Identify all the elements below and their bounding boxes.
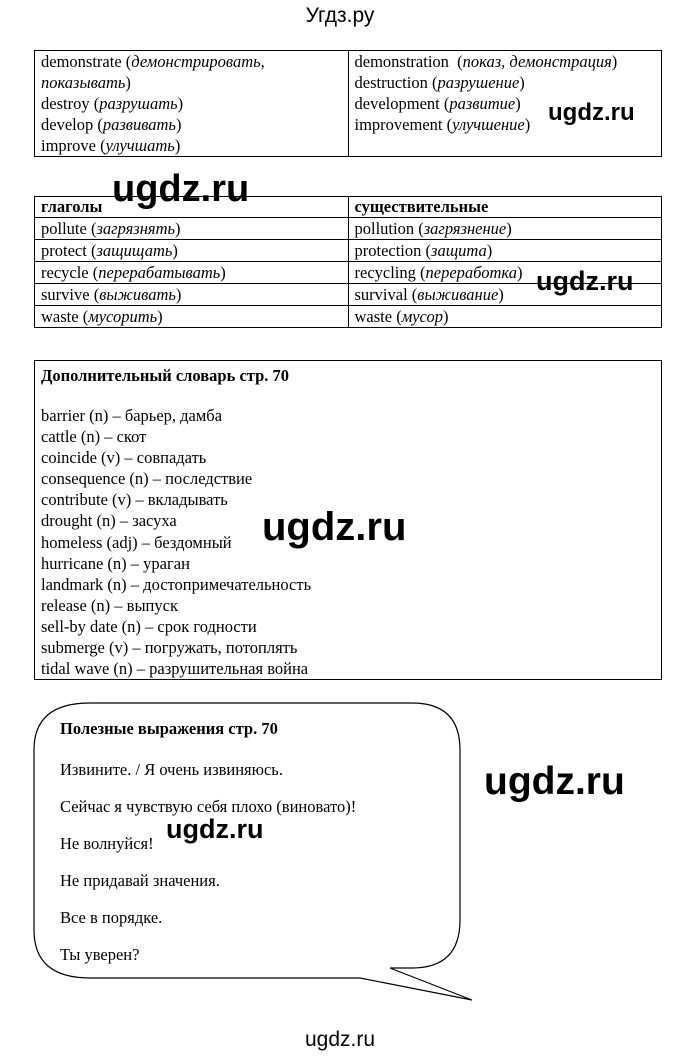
watermark: ugdz.ru (262, 505, 407, 549)
table-header-verbs: глаголы (35, 197, 349, 218)
verb-cell: protect (защищать) (35, 240, 349, 262)
noun-cell: pollution (загрязнение) (348, 218, 662, 240)
noun-cell: survival (выживание) (348, 284, 662, 306)
dictionary-entry: tidal wave (n) – разрушительная война (41, 659, 309, 679)
site-title: Угдз.ру (305, 4, 375, 27)
vocab-entry: demonstrate (демонстрировать, (41, 52, 265, 71)
speech-bubble (0, 700, 680, 1030)
phrase-item: Не волнуйся! (60, 834, 154, 853)
dictionary-entry: cattle (n) – скот (41, 427, 147, 447)
phrase-item: Извините. / Я очень извиняюсь. (60, 760, 283, 779)
phrases-title: Полезные выражения стр. 70 (60, 719, 278, 738)
footer-watermark: ugdz.ru (304, 1028, 376, 1051)
dictionary-entry: landmark (n) – достопримечательность (41, 574, 312, 594)
vocab-entry: destruction (разрушение) (354, 73, 525, 92)
verb-cell: survive (выживать) (35, 284, 349, 306)
vocab-entry: demonstration (показ, демонстрация) (354, 52, 618, 71)
dictionary-entry: drought (n) – засуха (41, 511, 177, 531)
watermark: ugdz.ru (536, 266, 634, 296)
dictionary-entry: barrier (n) – барьер, дамба (41, 406, 223, 425)
vocab-entry: development (развитие) (354, 94, 521, 113)
watermark: ugdz.ru (484, 760, 625, 803)
dictionary-title: Дополнительный словарь стр. 70 (41, 366, 290, 385)
phrase-item: Не придавай значения. (60, 871, 220, 890)
phrase-item: Все в порядке. (60, 908, 163, 927)
noun-cell: protection (защита) (348, 240, 662, 262)
dictionary-entry: consequence (n) – последствие (41, 469, 253, 489)
vocab-entry: показывать) (41, 73, 131, 92)
noun-cell: waste (мусор) (348, 306, 662, 328)
phrase-item: Сейчас я чувствую себя плохо (виновато)! (60, 797, 357, 816)
watermark: ugdz.ru (166, 814, 264, 844)
table-row (35, 240, 662, 262)
table-header-nouns: существительные (348, 197, 662, 218)
dictionary-entry: homeless (adj) – бездомный (41, 532, 232, 552)
dictionary-entry: coincide (v) – совпадать (41, 448, 207, 468)
dictionary-entry: submerge (v) – погружать, потоплять (41, 638, 298, 658)
phrase-item: Ты уверен? (60, 945, 140, 964)
table-row (35, 218, 662, 240)
table-row (35, 306, 662, 328)
dictionary-entry: contribute (v) – вкладывать (41, 490, 228, 510)
verbs-column (35, 51, 349, 157)
verb-cell: pollute (загрязнять) (35, 218, 349, 240)
vocab-entry: improvement (улучшение) (354, 115, 531, 134)
noun-cell: recycling (переработка) (348, 262, 662, 284)
watermark: ugdz.ru (548, 99, 635, 126)
vocab-entry: destroy (разрушать) (41, 94, 184, 113)
verb-cell: waste (мусорить) (35, 306, 349, 328)
verb-cell: recycle (перерабатывать) (35, 262, 349, 284)
vocab-entry: improve (улучшать) (41, 136, 181, 155)
dictionary-entry: sell-by date (n) – срок годности (41, 616, 257, 636)
verbs-nouns-table (34, 196, 662, 328)
vocab-entry: develop (развивать) (41, 115, 182, 134)
dictionary-entry: release (n) – выпуск (41, 595, 178, 615)
dictionary-entry: hurricane (n) – ураган (41, 553, 190, 573)
watermark: ugdz.ru (112, 168, 250, 210)
